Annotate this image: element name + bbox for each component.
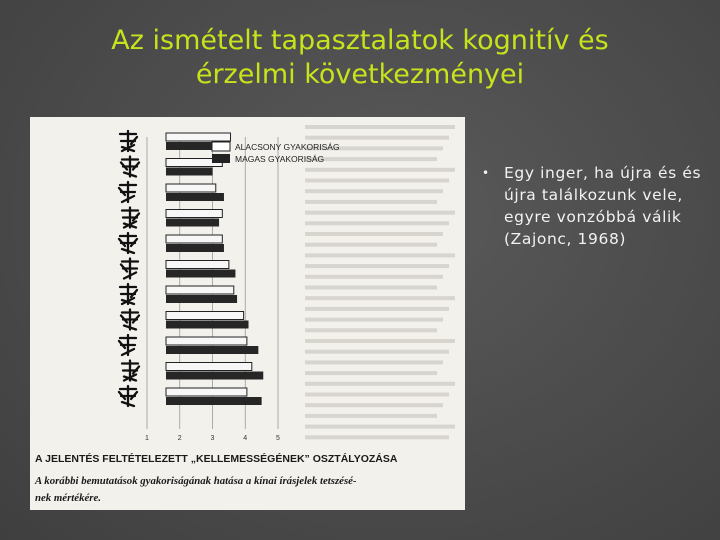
figure-caption-line-1: A korábbi bemutatások gyakoriságának hatása a kínai írásjelek tetszésé- [35,475,357,487]
bar-high-frequency [166,321,249,329]
chinese-character-glyph-icon [120,131,137,151]
x-tick-label: 3 [210,435,215,442]
texture-line [305,393,449,397]
chinese-character-glyph-icon [119,233,137,253]
chinese-character-glyph-icon [121,310,139,330]
texture-line [305,232,443,236]
texture-line [305,253,455,257]
chinese-character-glyph-icon [119,335,136,355]
x-tick-label: 2 [177,435,182,442]
chinese-character-glyph-icon [122,208,139,228]
chart-legend [212,142,340,164]
bullet-item [482,162,712,250]
legend-swatch-high [212,154,230,163]
texture-line [305,275,443,279]
figure-caption-heading: A JELENTÉS FELTÉTELEZETT „KELLEMESSÉGÉNEK” OSZTÁLYOZÁSA [35,453,398,465]
bar-low-frequency [166,388,247,396]
texture-line [305,328,437,332]
bar-low-frequency [166,261,229,269]
texture-line [305,157,437,161]
texture-line [305,243,437,247]
bullet-text: Egy inger, ha újra és és újra találkozunk vele, egyre vonzóbbá válik (Zajonc, 1968) [504,164,702,248]
texture-line [305,307,449,311]
texture-line [305,425,455,429]
bar-low-frequency [166,210,222,218]
texture-line [305,179,449,183]
texture-line [305,136,449,140]
bar-high-frequency [166,168,213,176]
chinese-character-glyph-icon [121,157,139,177]
texture-line [305,414,437,418]
figure-caption-line-2: nek mértékére. [35,492,101,504]
bullet-marker: • [482,166,490,180]
x-axis-ticks [145,435,280,442]
texture-line [305,296,455,300]
texture-line [305,286,437,290]
bullet-list [482,162,712,250]
texture-line [305,200,437,204]
texture-line [305,221,449,225]
texture-line [305,168,455,172]
glyph-column [119,131,139,406]
title-line-1: Az ismételt tapasztalatok kognitív és [111,25,609,56]
texture-line [305,382,455,386]
chinese-character-glyph-icon [121,259,138,279]
texture-line [305,264,449,268]
bar-chart [30,117,465,510]
chinese-character-glyph-icon [119,386,137,406]
bar-high-frequency [166,397,262,405]
texture-line [305,211,455,215]
chart-grid [147,137,278,429]
texture-line [305,189,443,193]
bar-high-frequency [166,193,224,201]
texture-line [305,360,443,364]
bar-high-frequency [166,295,237,303]
bar-low-frequency [166,184,216,192]
x-tick-label: 1 [145,435,149,442]
texture-line [305,318,443,322]
bar-low-frequency [166,133,231,141]
bar-low-frequency [166,286,234,294]
chinese-character-glyph-icon [119,182,136,202]
page-texture [305,125,455,439]
legend-low-label: ALACSONY GYAKORISÁG [235,142,340,152]
x-tick-label: 4 [243,435,248,442]
slide-title [40,24,680,92]
bar-high-frequency [166,219,219,227]
bar-low-frequency [166,363,252,371]
texture-line [305,435,449,439]
bar-high-frequency [166,346,258,354]
scanned-figure [30,117,465,510]
texture-line [305,339,455,343]
bar-high-frequency [166,142,216,150]
texture-line [305,350,449,354]
bar-high-frequency [166,244,224,252]
title-line-2: érzelmi következményei [195,59,525,90]
chinese-character-glyph-icon [120,284,137,304]
texture-line [305,125,455,129]
bar-low-frequency [166,312,244,320]
chinese-character-glyph-icon [122,361,139,381]
bar-low-frequency [166,235,222,243]
texture-line [305,371,437,375]
chart-bars [166,133,263,405]
bar-high-frequency [166,372,263,380]
bar-low-frequency [166,337,247,345]
legend-high-label: MAGAS GYAKORISÁG [235,154,325,164]
legend-swatch-low [212,142,230,151]
x-tick-label: 5 [276,435,280,442]
bar-high-frequency [166,270,235,278]
texture-line [305,403,443,407]
